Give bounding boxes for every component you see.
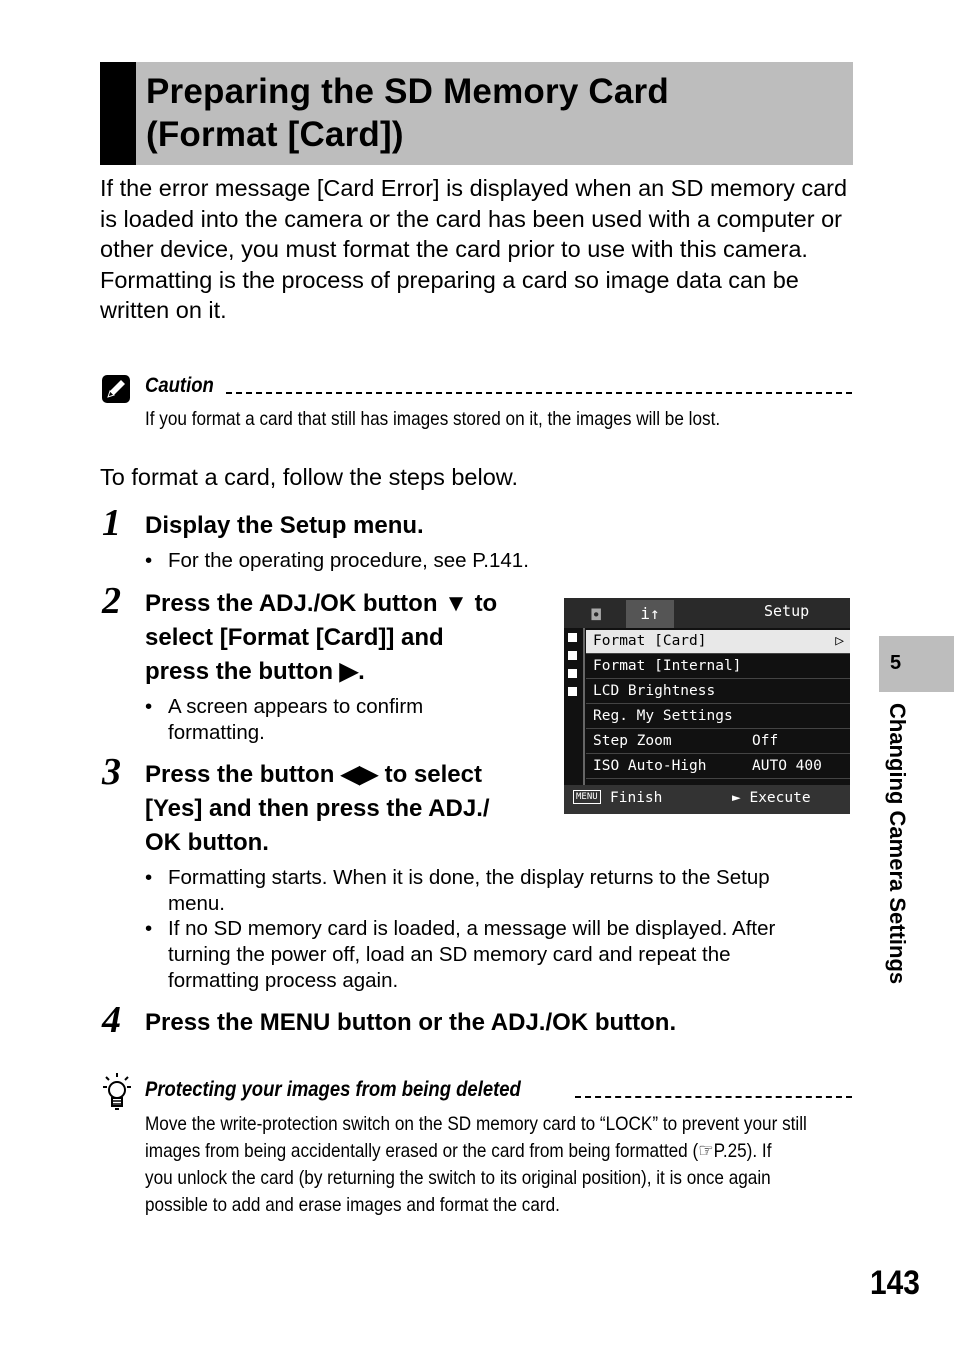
caution-body-text: If you format a card that still has images stored on it, the images will be lost. [145, 408, 721, 430]
tip-line-3: you unlock the card (by returning the switch to its original position), it is once again [145, 1167, 771, 1189]
step-4-title: Press the MENU button or the ADJ./OK button. [145, 1009, 677, 1036]
step-2-bullet-line-1: A screen appears to confirm [168, 695, 424, 718]
chapter-label: Changing Camera Settings [885, 703, 910, 985]
lcd-execute-label: ► Execute [732, 790, 811, 806]
tip-dash-rule [575, 1096, 852, 1098]
step-3-number: 3 [102, 751, 121, 793]
bullet-dot: • [145, 866, 153, 889]
step-3-bullet-2-line-1: If no SD memory card is loaded, a message will be displayed. After [168, 917, 776, 940]
lcd-row-label: ISO Auto-High [593, 758, 707, 774]
tip-body [145, 1111, 853, 1219]
intro-paragraph-2: Formatting is the process of preparing a card so image data can be written on it. [100, 266, 799, 323]
lightbulb-icon [102, 1072, 132, 1112]
camera-icon: ◘ [591, 606, 601, 624]
caution-body [145, 406, 853, 433]
lcd-row-value: AUTO 400 [752, 758, 822, 774]
tip-line-1: Move the write-protection switch on the SD memory card to “LOCK” to prevent your still [145, 1113, 807, 1135]
step-4-number: 4 [102, 999, 121, 1041]
lcd-row-label: Step Zoom [593, 733, 672, 749]
lcd-page-indicator [568, 687, 577, 696]
step-1-number: 1 [102, 502, 121, 544]
lcd-row-format-internal [586, 655, 850, 679]
step-1-bullet-text: For the operating procedure, see P.141. [168, 549, 529, 572]
step-2-bullet-line-2: formatting. [168, 721, 265, 744]
step-3-bullet-2-line-2: turning the power off, load an SD memory card and repeat the [168, 943, 731, 966]
title-bar [100, 62, 853, 165]
lcd-row-value: Off [752, 733, 779, 749]
lcd-row-label: Reg. My Settings [593, 708, 733, 724]
menu-button-icon: MENU [573, 790, 601, 804]
lcd-page-indicator [568, 651, 577, 660]
lcd-bottom-bar [564, 785, 850, 814]
step-3-title [145, 758, 490, 860]
step-3-title-line-2: [Yes] and then press the ADJ./ [145, 795, 490, 822]
step-3-bullet-2-text [168, 916, 775, 994]
intro-paragraph-1: If the error message [Card Error] is displayed when an SD memory card is loaded into the camera or the card has been used with a computer or other device, you must format the card prior to use with this camera. [100, 175, 848, 262]
lcd-row-reg-my-settings [586, 705, 850, 729]
lcd-finish-label: Finish [610, 790, 663, 806]
lcd-row-label: Format [Card] [593, 633, 707, 649]
lcd-row-step-zoom [586, 730, 850, 754]
triangle-right-icon: ▷ [835, 633, 844, 649]
page-title-line-2: (Format [Card]) [146, 115, 404, 154]
lcd-row-label: Format [Internal] [593, 658, 742, 674]
step-3-bullet-1-text [168, 865, 770, 917]
lcd-divider [583, 628, 585, 786]
title-accent-block [100, 62, 136, 165]
tip-line-2: images from being accidentally erased or the card from being formatted (☞P.25). If [145, 1140, 772, 1162]
step-2-title-line-3: press the button ▶. [145, 658, 365, 685]
lcd-row-lcd-brightness [586, 680, 850, 704]
lcd-row-iso-auto-high [586, 755, 850, 779]
step-2-number: 2 [102, 580, 121, 622]
step-2-title-line-2: select [Format [Card]] and [145, 624, 444, 651]
tip-line-4: possible to add and erase images and format the card. [145, 1194, 560, 1216]
intro-text [100, 173, 860, 326]
steps-lead-text: To format a card, follow the steps below. [100, 464, 518, 490]
chapter-number: 5 [890, 652, 902, 674]
bullet-dot: • [145, 695, 153, 718]
caution-dash-rule [226, 392, 852, 394]
step-1-title: Display the Setup menu. [145, 512, 424, 539]
bullet-dot: • [145, 917, 153, 940]
step-2-title-line-1: Press the ADJ./OK button ▼ to [145, 590, 498, 617]
camera-lcd-screen [564, 598, 850, 814]
step-3-title-line-3: OK button. [145, 829, 269, 856]
lcd-row-label: LCD Brightness [593, 683, 716, 699]
step-2-title [145, 587, 497, 689]
step-2-bullet-text [168, 694, 423, 746]
page-title-line-1: Preparing the SD Memory Card [146, 72, 669, 111]
lcd-page-indicator [568, 669, 577, 678]
setup-icon: i↑ [626, 600, 674, 628]
step-3-bullet-1-line-1: Formatting starts. When it is done, the display returns to the Setup [168, 866, 770, 889]
step-3-title-line-1: Press the button ◀▶ to select [145, 761, 482, 788]
pencil-caution-icon [102, 375, 130, 403]
lcd-page-indicator [568, 633, 577, 642]
step-3-bullet-2-line-3: formatting process again. [168, 969, 399, 992]
lcd-row-format-card [586, 630, 850, 654]
bullet-dot: • [145, 549, 153, 572]
lcd-header: Setup [764, 602, 810, 620]
tip-heading: Protecting your images from being deleted [145, 1078, 521, 1101]
page-title [146, 70, 669, 156]
caution-heading: Caution [145, 374, 214, 397]
step-3-bullet-1-line-2: menu. [168, 892, 225, 915]
page-number: 143 [870, 1264, 920, 1302]
